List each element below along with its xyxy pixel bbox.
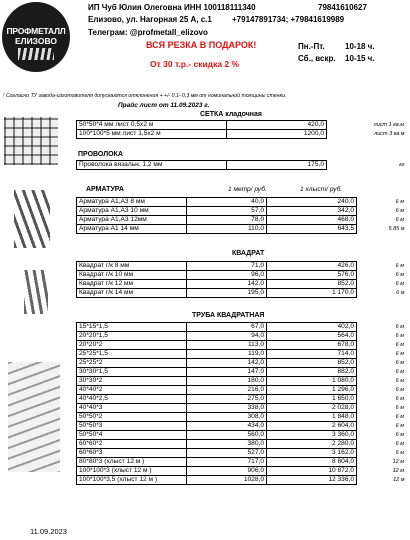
table-row bbox=[77, 431, 407, 440]
logo-line-2: ЕЛИЗОВО bbox=[14, 36, 58, 46]
promo-discount: От 30 т.р.- скидка 2 % bbox=[150, 59, 240, 69]
mesh-table bbox=[76, 120, 407, 139]
price-per-bar: 564,0 bbox=[267, 332, 357, 341]
table-row bbox=[77, 422, 407, 431]
item-unit: 6 м bbox=[395, 217, 404, 223]
price-per-meter: 96,0 bbox=[187, 271, 267, 280]
logo-metal-bars-icon bbox=[18, 48, 54, 60]
table-row bbox=[77, 413, 407, 422]
price-per-bar: 426,0 bbox=[267, 262, 357, 271]
table-row bbox=[77, 368, 407, 377]
price-per-bar: 1 650,0 bbox=[267, 395, 357, 404]
section-title-tube: ТРУБА КВАДРАТНАЯ bbox=[192, 312, 265, 319]
item-name: 30*30*1,5 bbox=[77, 368, 187, 377]
table-row bbox=[77, 377, 407, 386]
item-unit: 12 м bbox=[392, 459, 404, 465]
item-name: Проволока вязальн. 1,2 мм bbox=[77, 161, 227, 170]
item-unit: 6 м bbox=[395, 199, 404, 205]
price-per-meter: 275,0 bbox=[187, 395, 267, 404]
item-name: Арматура А1 14 мм bbox=[77, 225, 187, 234]
table-row bbox=[77, 161, 407, 170]
item-name: Арматура А1,А3 8 мм bbox=[77, 198, 187, 207]
price-per-meter: 40,0 bbox=[187, 198, 267, 207]
telegram: Телеграм: @profmetall_elizovo bbox=[88, 28, 208, 37]
item-unit: 6 м bbox=[395, 414, 404, 420]
price-per-bar: 402,0 bbox=[267, 323, 357, 332]
price-per-bar: 1 170,0 bbox=[267, 289, 357, 298]
logo-line-1: ПРОФМЕТАЛЛ bbox=[6, 26, 66, 36]
section-title-mesh: СЕТКА кладочная bbox=[200, 111, 263, 118]
item-unit: 6 м bbox=[395, 423, 404, 429]
table-row bbox=[77, 395, 407, 404]
price-per-meter: 434,0 bbox=[187, 422, 267, 431]
rebar-image-icon bbox=[14, 190, 50, 248]
item-unit: 6 м bbox=[396, 290, 405, 296]
table-row bbox=[77, 130, 407, 139]
item-name: 60*60*2 bbox=[77, 440, 187, 449]
price-per-bar: 8 604,0 bbox=[267, 458, 357, 467]
tube-table bbox=[76, 322, 407, 485]
table-row bbox=[77, 198, 407, 207]
item-name: 80*80*3 (хлыст 12 м ) bbox=[77, 458, 187, 467]
item-name: Квадрат г/к 10 мм bbox=[77, 271, 187, 280]
section-title-square: КВАДРАТ bbox=[232, 250, 265, 257]
table-row bbox=[77, 449, 407, 458]
table-row bbox=[77, 280, 407, 289]
price-per-bar: 852,0 bbox=[267, 280, 357, 289]
price-per-meter: 717,0 bbox=[187, 458, 267, 467]
mesh-image-icon bbox=[4, 117, 58, 165]
item-unit: 12 м bbox=[393, 477, 405, 483]
price-per-meter: 180,0 bbox=[187, 377, 267, 386]
item-name: Арматура А1,А3 10 мм bbox=[77, 207, 187, 216]
price-per-bar: 2 028,0 bbox=[267, 404, 357, 413]
square-bar-image-icon bbox=[24, 270, 48, 314]
item-unit: 6 м bbox=[395, 333, 404, 339]
price-per-bar: 2 604,0 bbox=[267, 422, 357, 431]
table-row bbox=[77, 121, 407, 130]
item-name: 25*25*2 bbox=[77, 359, 187, 368]
table-row bbox=[77, 350, 407, 359]
col-header-per-bar: 1 хлыст/ руб. bbox=[300, 186, 343, 193]
hours-weekend: 10-15 ч. bbox=[345, 54, 375, 63]
item-unit: 6 м bbox=[395, 387, 404, 393]
price-per-bar: 240,0 bbox=[267, 198, 357, 207]
item-unit: 6 м bbox=[395, 378, 404, 384]
price-per-meter: 338,0 bbox=[187, 404, 267, 413]
price-per-meter: 380,0 bbox=[187, 440, 267, 449]
price-per-bar: 468,0 bbox=[267, 216, 357, 225]
table-row bbox=[77, 404, 407, 413]
price-per-meter: 142,0 bbox=[187, 280, 267, 289]
price-per-meter: 147,0 bbox=[187, 368, 267, 377]
price-per-bar: 576,0 bbox=[267, 271, 357, 280]
item-unit: 6 м bbox=[395, 272, 404, 278]
square-tube-image-icon bbox=[8, 362, 60, 472]
item-name: 100*100*3 (хлыст 12 м ) bbox=[77, 467, 187, 476]
table-row bbox=[77, 289, 407, 298]
price-per-meter: 57,0 bbox=[187, 207, 267, 216]
item-unit: 6 м bbox=[395, 281, 404, 287]
item-name: Квадрат г/к 14 мм bbox=[77, 289, 187, 298]
item-name: 50*50*2 bbox=[77, 413, 187, 422]
item-name: 30*30*2 bbox=[77, 377, 187, 386]
address: Елизово, ул. Нагорная 25 А, с.1 bbox=[88, 15, 212, 24]
table-row bbox=[77, 476, 407, 485]
section-title-wire: ПРОВОЛОКА bbox=[78, 151, 123, 158]
price-per-meter: 67,0 bbox=[187, 323, 267, 332]
tolerance-note: ! Согласно ТУ завода-изготовителя допускаются отклонения + +/- 0,1- 0,3 мм от номинальной толщины стенки. bbox=[3, 93, 287, 99]
item-name: 50*50*3 bbox=[77, 422, 187, 431]
company-logo bbox=[2, 2, 70, 72]
price-per-meter: 560,0 bbox=[187, 431, 267, 440]
item-price: 175,0 bbox=[227, 161, 327, 170]
item-name: Квадрат г/к 8 мм bbox=[77, 262, 187, 271]
col-header-per-meter: 1 метр/ руб. bbox=[228, 186, 267, 193]
price-per-bar: 882,0 bbox=[267, 368, 357, 377]
price-per-meter: 110,0 bbox=[187, 225, 267, 234]
item-unit: 6 м bbox=[395, 432, 404, 438]
item-unit: 6 м bbox=[395, 263, 404, 269]
price-per-meter: 142,0 bbox=[187, 359, 267, 368]
price-per-bar: 1 080,0 bbox=[267, 377, 357, 386]
table-row bbox=[77, 458, 407, 467]
table-row bbox=[77, 207, 407, 216]
item-unit: 6 м bbox=[395, 450, 404, 456]
price-per-bar: 714,0 bbox=[267, 350, 357, 359]
item-unit: 6 м bbox=[395, 208, 404, 214]
price-list-date: Прайс лист от 11.09.2023 г. bbox=[118, 102, 210, 109]
price-per-bar: 852,0 bbox=[267, 359, 357, 368]
item-unit: лист 1 кв.м bbox=[373, 122, 404, 128]
item-name: 40*40*2,5 bbox=[77, 395, 187, 404]
table-row bbox=[77, 216, 407, 225]
promo-free-cutting: ВСЯ РЕЗКА В ПОДАРОК! bbox=[146, 40, 257, 50]
item-name: 100*100*5 мм лист 1,5х2 м bbox=[77, 130, 227, 139]
table-row bbox=[77, 341, 407, 350]
table-row bbox=[77, 262, 407, 271]
table-row bbox=[77, 323, 407, 332]
table-row bbox=[77, 225, 407, 234]
price-per-meter: 308,0 bbox=[187, 413, 267, 422]
square-table bbox=[76, 261, 407, 298]
wire-table bbox=[76, 160, 407, 170]
rebar-table bbox=[76, 197, 407, 234]
item-unit: лист 3 кв.м bbox=[374, 131, 405, 137]
item-name: 40*40*3 bbox=[77, 404, 187, 413]
item-price: 1200,0 bbox=[227, 130, 327, 139]
footer-date: 11.09.2023 bbox=[30, 527, 67, 536]
price-per-bar: 3 162,0 bbox=[267, 449, 357, 458]
camera-watermark-icon bbox=[378, 510, 402, 528]
item-name: 40*40*2 bbox=[77, 386, 187, 395]
price-per-meter: 94,0 bbox=[187, 332, 267, 341]
price-per-bar: 1 848,0 bbox=[267, 413, 357, 422]
item-unit: 6 м bbox=[395, 369, 404, 375]
table-row bbox=[77, 359, 407, 368]
item-name: Арматура А1,А3 12мм bbox=[77, 216, 187, 225]
item-name: 20*20*2 bbox=[77, 341, 187, 350]
price-per-meter: 216,0 bbox=[187, 386, 267, 395]
price-per-bar: 678,0 bbox=[267, 341, 357, 350]
price-per-bar: 1 296,0 bbox=[267, 386, 357, 395]
item-name: 50*50*4 мм лист 0,5х2 м bbox=[77, 121, 227, 130]
item-name: 15*15*1,5 bbox=[77, 323, 187, 332]
price-per-meter: 78,0 bbox=[187, 216, 267, 225]
item-name: 60*60*3 bbox=[77, 449, 187, 458]
item-unit: 6 м bbox=[395, 441, 404, 447]
item-unit: 12 м bbox=[392, 468, 404, 474]
phones: +79147891734; +79841619989 bbox=[232, 15, 345, 24]
price-per-bar: 342,0 bbox=[267, 207, 357, 216]
company-name: ИП Чуб Юлия Олеговна ИНН 100118111340 bbox=[88, 3, 256, 12]
hours-weekday-label: Пн.-Пт. bbox=[298, 42, 325, 51]
price-per-bar: 3 360,0 bbox=[267, 431, 357, 440]
item-name: 20*20*1,5 bbox=[77, 332, 187, 341]
table-row bbox=[77, 467, 407, 476]
table-row bbox=[77, 332, 407, 341]
item-name: 25*25*1,5 bbox=[77, 350, 187, 359]
item-unit: 6 м bbox=[395, 405, 404, 411]
price-per-bar: 643,5 bbox=[267, 225, 357, 234]
hours-weekend-label: Сб., вскр. bbox=[298, 54, 336, 63]
phone-top: 79841610627 bbox=[318, 3, 367, 12]
item-name: Квадрат г/к 12 мм bbox=[77, 280, 187, 289]
price-per-bar: 2 280,0 bbox=[267, 440, 357, 449]
item-unit: 6 м bbox=[395, 342, 404, 348]
price-per-bar: 10 872,0 bbox=[267, 467, 357, 476]
item-price: 420,0 bbox=[227, 121, 327, 130]
item-unit: 6 м bbox=[395, 396, 404, 402]
price-per-meter: 1028,0 bbox=[187, 476, 267, 485]
hours-weekday: 10-18 ч. bbox=[345, 42, 375, 51]
price-per-meter: 71,0 bbox=[187, 262, 267, 271]
table-row bbox=[77, 386, 407, 395]
price-per-meter: 119,0 bbox=[187, 350, 267, 359]
section-title-rebar: АРМАТУРА bbox=[86, 186, 124, 193]
price-per-bar: 12 336,0 bbox=[267, 476, 357, 485]
price-per-meter: 195,0 bbox=[187, 289, 267, 298]
item-unit: 6 м bbox=[395, 351, 404, 357]
table-row bbox=[77, 440, 407, 449]
item-unit: 6 м bbox=[395, 324, 404, 330]
price-per-meter: 527,0 bbox=[187, 449, 267, 458]
price-per-meter: 113,0 bbox=[187, 341, 267, 350]
item-unit: кг bbox=[399, 162, 405, 168]
item-name: 50*50*4 bbox=[77, 431, 187, 440]
price-per-meter: 906,0 bbox=[187, 467, 267, 476]
item-unit: 5,85 м bbox=[388, 226, 405, 232]
item-name: 100*100*3,5 (хлыст 12 м ) bbox=[77, 476, 187, 485]
item-unit: 6 м bbox=[395, 360, 404, 366]
table-row bbox=[77, 271, 407, 280]
